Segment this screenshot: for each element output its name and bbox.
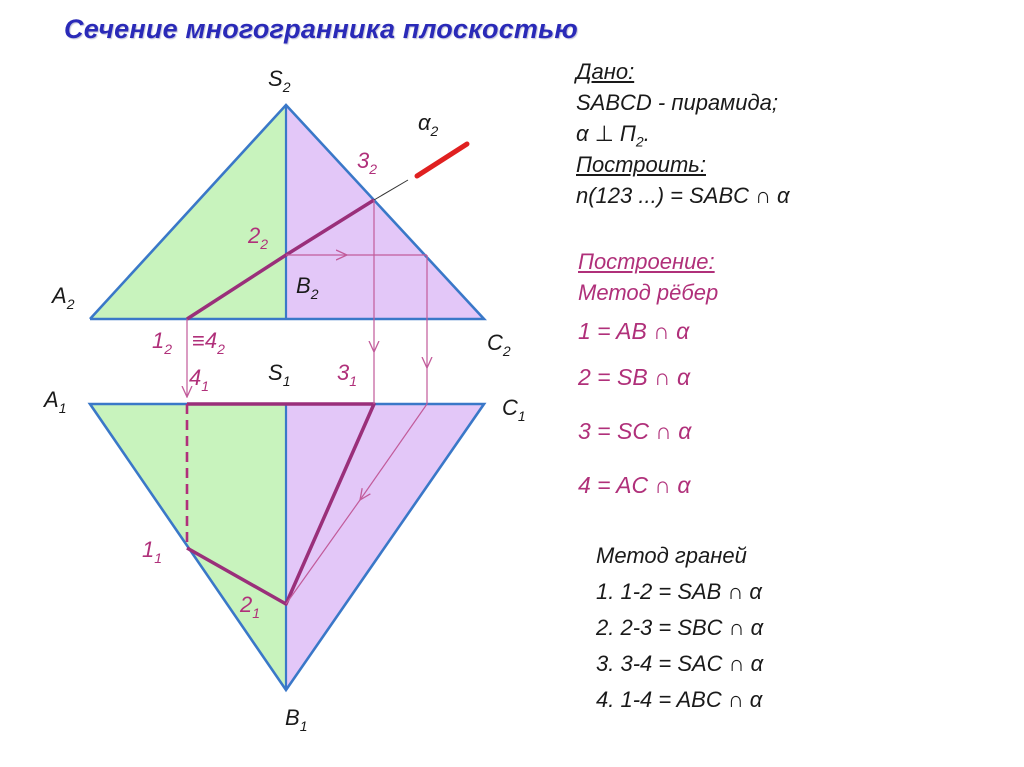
- label-4-2: $\equiv 4_2$: [192, 328, 225, 357]
- label-1-2: $1_2$: [152, 328, 173, 357]
- label-4-1: $4_1$: [189, 365, 210, 394]
- edge-item-3: 3 = SC ∩ α: [578, 418, 692, 444]
- slide-title: Сечение многогранника плоскостью: [64, 14, 578, 44]
- given-line-plane: [576, 118, 790, 149]
- face-item-4: 4. 1-4 = ABC ∩ α: [596, 687, 763, 712]
- construction-heading: Построение:: [578, 249, 715, 274]
- face-item-3: 3. 3-4 = SAC ∩ α: [596, 651, 764, 676]
- label-3-1: $3_1$: [337, 360, 358, 389]
- label-s2: $S_2$: [268, 66, 291, 95]
- label-a2: $A_2$: [52, 283, 75, 312]
- label-b1: $B_1$: [285, 705, 308, 734]
- face-item-2: 2. 2-3 = SBC ∩ α: [596, 615, 764, 640]
- task-heading: Построить:: [576, 152, 706, 177]
- label-c1: $C_1$: [502, 395, 526, 424]
- edge-item-4: 4 = AC ∩ α: [578, 472, 691, 498]
- construction-panel: [578, 246, 718, 508]
- given-plane-end: .: [643, 121, 650, 146]
- alpha-trace-thin: [374, 180, 408, 200]
- label-c2: $C_2$: [487, 330, 511, 359]
- label-a1: $A_1$: [44, 387, 67, 416]
- edge-item-2: 2 = SB ∩ α: [578, 364, 691, 390]
- label-3-2: $3_2$: [357, 148, 378, 177]
- alpha-trace: [417, 144, 467, 176]
- label-alpha2: $\alpha_2$: [418, 110, 439, 139]
- face-item-1: 1. 1-2 = SAB ∩ α: [596, 579, 762, 604]
- label-s1: $S_1$: [268, 360, 291, 389]
- edge-item-1: 1 = AB ∩ α: [578, 318, 690, 344]
- task-line: n(123 ...) = SABC ∩ α: [576, 183, 790, 208]
- label-2-1: $2_1$: [240, 592, 261, 621]
- given-line-pyramid: SABCD - пирамида;: [576, 90, 778, 115]
- label-2-2: $2_2$: [248, 223, 269, 252]
- given-plane-relation: α ⊥ П: [576, 121, 636, 146]
- frontal-projection: [90, 105, 484, 319]
- faces-panel: [596, 538, 763, 718]
- faces-heading: Метод граней: [596, 543, 747, 568]
- given-plane-subscript: 2: [635, 133, 644, 150]
- construction-method: Метод рёбер: [578, 280, 719, 305]
- given-panel: [576, 56, 790, 211]
- given-heading: Дано:: [576, 59, 635, 84]
- label-b2: $B_2$: [296, 273, 319, 302]
- label-1-1: $1_1$: [142, 537, 163, 566]
